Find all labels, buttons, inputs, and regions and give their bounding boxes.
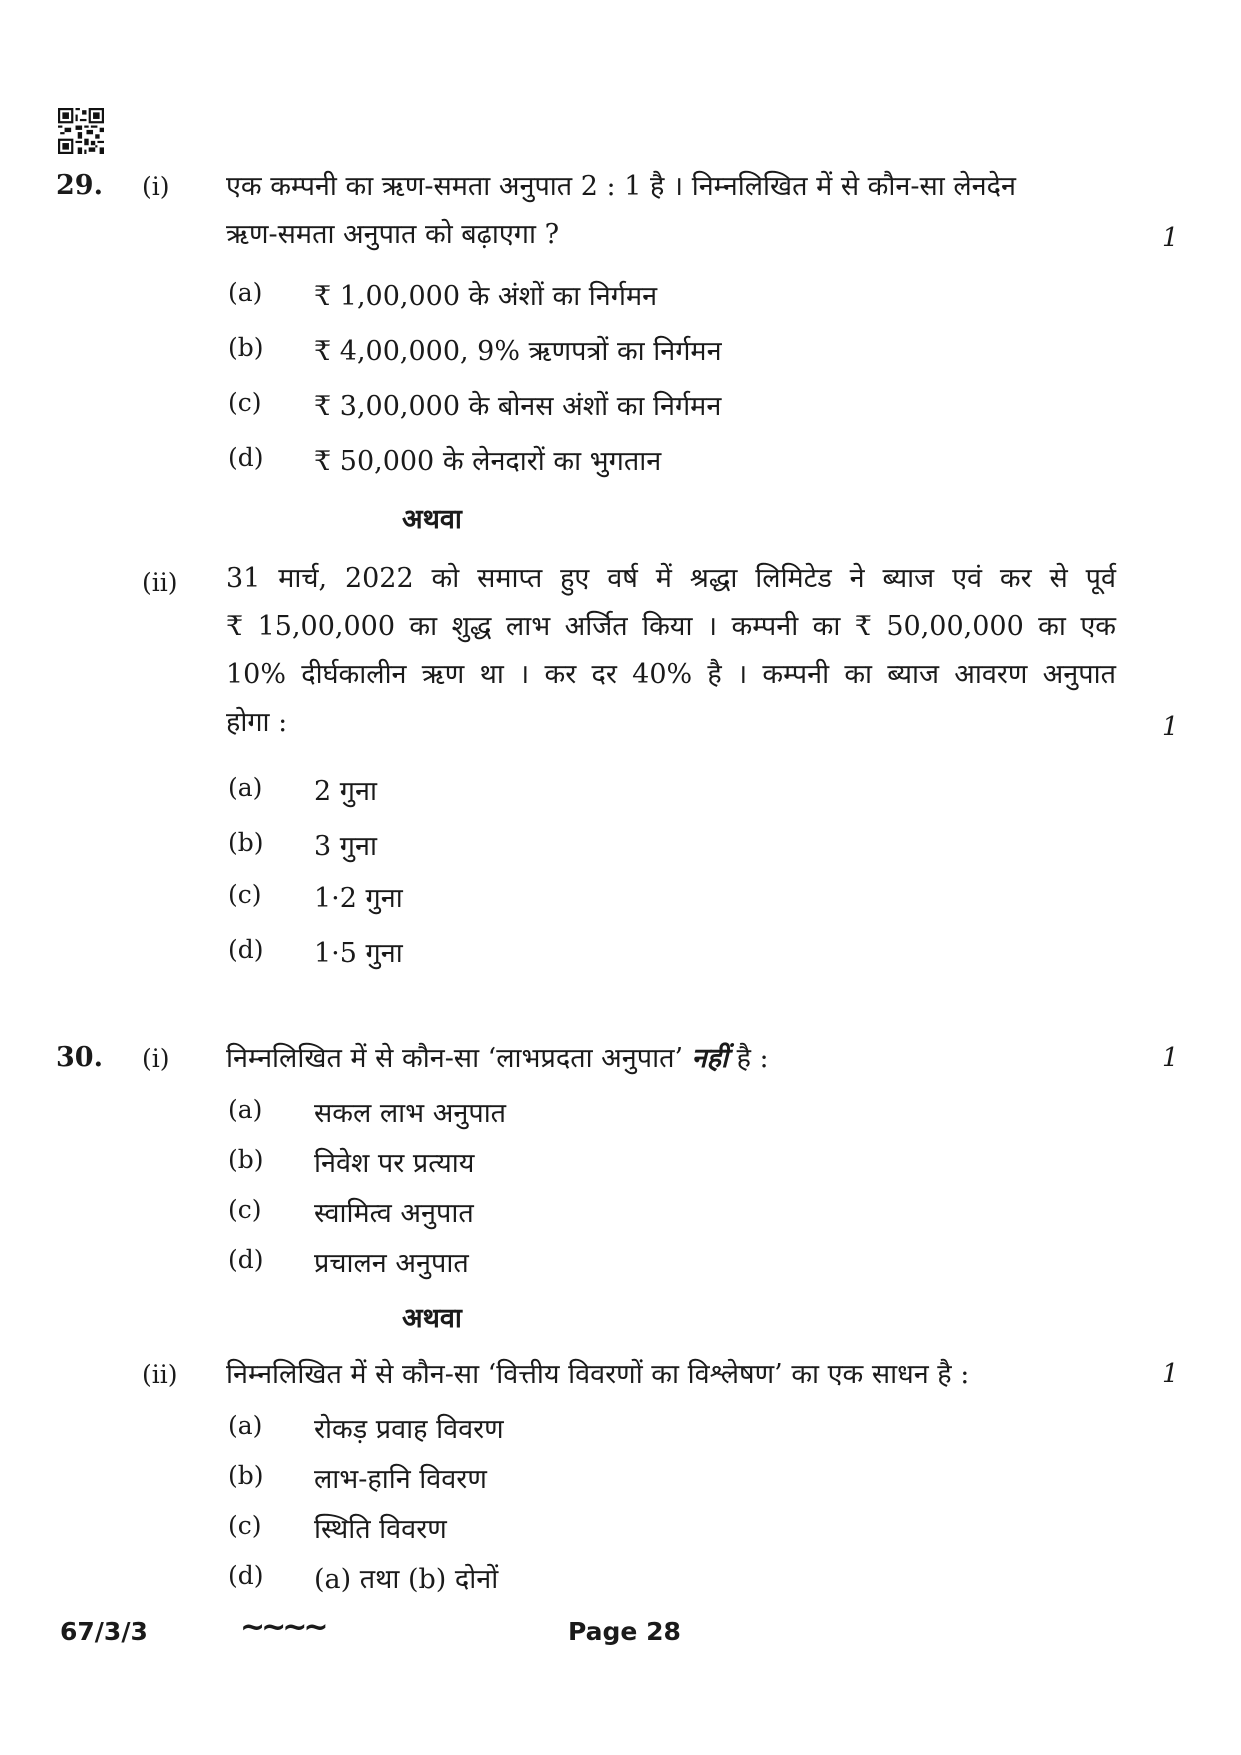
option-letter: (a) — [228, 278, 263, 307]
qr-code-icon — [58, 108, 104, 154]
marks: 1 — [1162, 1359, 1179, 1389]
question-line: ऋण-समता अनुपात को बढ़ाएगा ? — [226, 219, 560, 250]
option-letter: (d) — [228, 443, 264, 472]
option-letter: (d) — [228, 1561, 264, 1590]
option-text: प्रचालन अनुपात — [314, 1248, 469, 1279]
question-number: 29. — [56, 170, 103, 201]
or-separator: अथवा — [402, 504, 462, 535]
marks: 1 — [1162, 1043, 1179, 1073]
marks: 1 — [1162, 223, 1179, 253]
option-text: 3 गुना — [314, 831, 377, 862]
option-text: स्वामित्व अनुपात — [314, 1198, 474, 1229]
paper-code: 67/3/3 — [60, 1617, 148, 1646]
sub-question-label: (ii) — [142, 1360, 178, 1389]
question-line: 31 मार्च, 2022 को समाप्त हुए वर्ष में श्रद्धा लिमिटेड ने ब्याज एवं कर से पूर्व — [226, 563, 1116, 594]
option-text: ₹ 50,000 के लेनदारों का भुगतान — [314, 446, 662, 477]
question-line: एक कम्पनी का ऋण-समता अनुपात 2 : 1 है । निम्नलिखित में से कौन-सा लेनदेन — [226, 171, 1016, 202]
question-text — [226, 1035, 1116, 1083]
option-text: रोकड़ प्रवाह विवरण — [314, 1414, 504, 1445]
option-text: ₹ 1,00,000 के अंशों का निर्गमन — [314, 281, 658, 312]
option-text: ₹ 4,00,000, 9% ऋणपत्रों का निर्गमन — [314, 336, 722, 367]
option-text: सकल लाभ अनुपात — [314, 1098, 507, 1129]
question-text — [226, 163, 1116, 259]
sub-question-label: (ii) — [142, 568, 178, 597]
question-line: ₹ 15,00,000 का शुद्ध लाभ अर्जित किया । कम्पनी का ₹ 50,00,000 का एक — [226, 611, 1116, 642]
option-letter: (a) — [228, 1411, 263, 1440]
sub-question-label: (i) — [142, 1044, 170, 1073]
option-letter: (d) — [228, 935, 264, 964]
option-letter: (b) — [228, 1461, 264, 1490]
option-letter: (b) — [228, 1145, 264, 1174]
page-number: Page 28 — [568, 1617, 681, 1646]
or-separator: अथवा — [402, 1303, 462, 1334]
option-letter: (d) — [228, 1245, 264, 1274]
option-letter: (c) — [228, 1195, 262, 1224]
option-letter: (c) — [228, 880, 262, 909]
question-line: होगा : — [226, 707, 288, 738]
option-letter: (a) — [228, 1095, 263, 1124]
option-letter: (c) — [228, 388, 262, 417]
sub-question-label: (i) — [142, 172, 170, 201]
question-text-part: है : — [728, 1043, 769, 1074]
option-letter: (a) — [228, 773, 263, 802]
option-text: स्थिति विवरण — [314, 1514, 447, 1545]
question-text-part: निम्नलिखित में से कौन-सा ‘लाभप्रदता अनुपात’ — [226, 1043, 692, 1074]
emphasis-not: नहीं — [691, 1043, 728, 1074]
option-text: 2 गुना — [314, 776, 377, 807]
option-text: (a) तथा (b) दोनों — [314, 1564, 499, 1595]
marks: 1 — [1162, 712, 1179, 742]
question-text — [226, 555, 1116, 747]
option-text: 1·5 गुना — [314, 938, 403, 969]
option-text: लाभ-हानि विवरण — [314, 1464, 487, 1495]
option-text: निवेश पर प्रत्याय — [314, 1148, 475, 1179]
question-text: निम्नलिखित में से कौन-सा ‘वित्तीय विवरणों का विश्लेषण’ का एक साधन है : — [226, 1359, 970, 1390]
option-letter: (b) — [228, 333, 264, 362]
option-text: ₹ 3,00,000 के बोनस अंशों का निर्गमन — [314, 391, 722, 422]
option-letter: (b) — [228, 828, 264, 857]
question-number: 30. — [56, 1042, 103, 1073]
question-line: 10% दीर्घकालीन ऋण था । कर दर 40% है । कम्पनी का ब्याज आवरण अनुपात — [226, 659, 1116, 690]
option-text: 1·2 गुना — [314, 883, 403, 914]
tilde-decoration: ~~~~ — [240, 1610, 325, 1645]
option-letter: (c) — [228, 1511, 262, 1540]
